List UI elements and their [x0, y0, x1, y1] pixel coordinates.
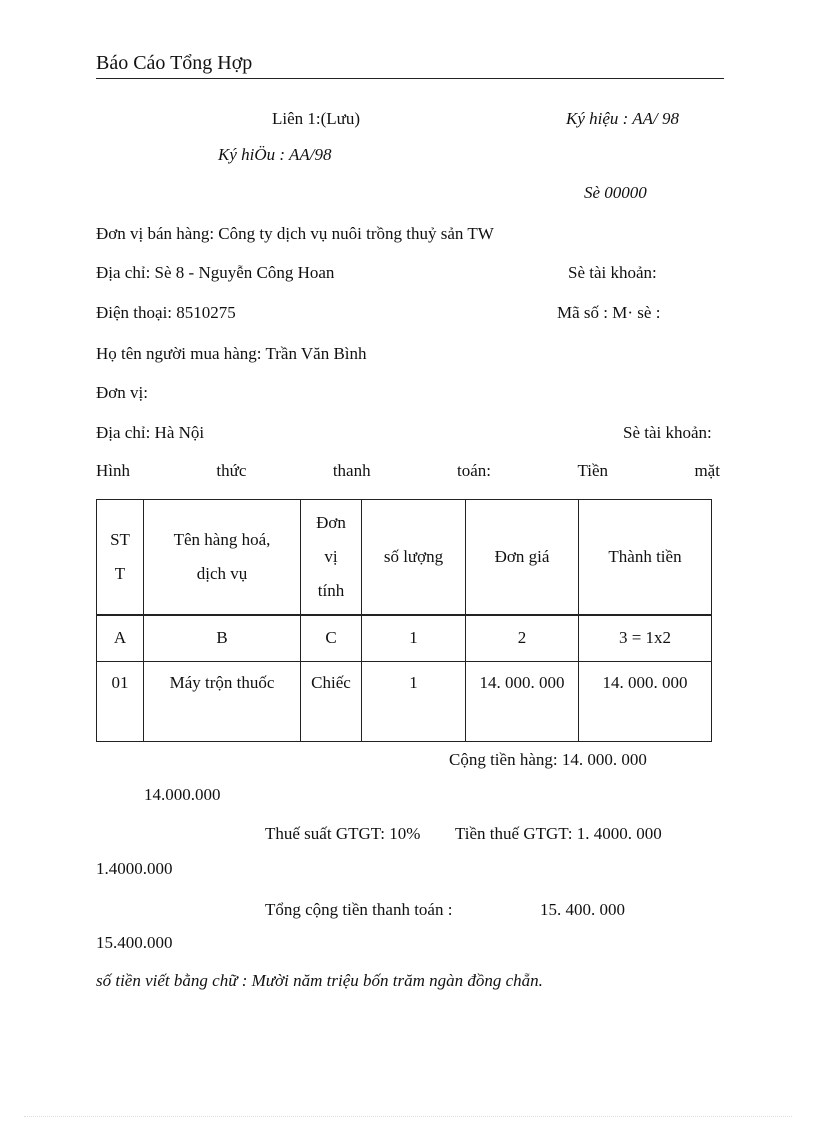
table-cell: 14. 000. 000 [466, 662, 579, 742]
subtotal-value: 14.000.000 [144, 785, 221, 804]
table-cell: 2 [466, 615, 579, 662]
table-cell: 01 [97, 662, 144, 742]
vat-amount: Tiền thuế GTGT: 1. 4000. 000 [455, 824, 662, 843]
grand-total-amount: 15. 400. 000 [540, 900, 625, 919]
payment-word: thanh [332, 461, 371, 480]
col-header-quantity: số lượng [362, 500, 466, 615]
table-cell: Chiếc [301, 662, 362, 742]
col-header-unit: Đơn vị tính [301, 500, 362, 615]
col-header-amount: Thành tiền [579, 500, 712, 615]
payment-method-line [96, 461, 720, 481]
grand-total-label: Tổng cộng tiền thanh toán : [265, 900, 453, 919]
lien-label: Liên 1:(Lưu) [272, 109, 361, 128]
buyer-account: Sè tài khoản: [623, 423, 712, 442]
seller-account: Sè tài khoản: [568, 263, 657, 282]
payment-word: Tiền [577, 461, 609, 480]
buyer-name: Họ tên người mua hàng: Trần Văn Bình [96, 344, 367, 363]
page-title: Báo Cáo Tổng Hợp [96, 52, 253, 74]
table-cell: 14. 000. 000 [579, 662, 712, 742]
table-cell: Máy trộn thuốc [144, 662, 301, 742]
subtotal-label: Cộng tiền hàng: 14. 000. 000 [449, 750, 647, 769]
table-cell: 1 [362, 615, 466, 662]
table-cell: B [144, 615, 301, 662]
grand-total-value: 15.400.000 [96, 933, 173, 952]
col-header-product: Tên hàng hoá, dịch vụ [144, 500, 301, 615]
invoice-table [96, 499, 712, 742]
table-row [97, 662, 712, 742]
payment-word: thức [216, 461, 247, 480]
seller-unit: Đơn vị bán hàng: Công ty dịch vụ nuôi trồng thuỷ sản TW [96, 224, 494, 243]
amount-in-words: số tiền viết bằng chữ : Mười năm triệu bốn trăm ngàn đồng chẵn. [96, 971, 543, 990]
table-code-row [97, 615, 712, 662]
payment-word: toán: [457, 461, 492, 480]
seller-phone: Điện thoại: 8510275 [96, 303, 236, 322]
payment-word: mặt [694, 461, 720, 480]
vat-rate: Thuế suất GTGT: 10% [265, 824, 421, 843]
ky-hieu-left: Ký hiÖu : AA/98 [218, 145, 332, 164]
seller-address: Địa chỉ: Sè 8 - Nguyễn Công Hoan [96, 263, 335, 282]
buyer-unit: Đơn vị: [96, 383, 148, 402]
invoice-number: Sè 00000 [584, 183, 647, 202]
vat-value: 1.4000.000 [96, 859, 173, 878]
table-cell: 1 [362, 662, 466, 742]
col-header-stt: ST T [97, 500, 144, 615]
header-divider [96, 78, 724, 79]
payment-word: Hình [96, 461, 130, 480]
table-cell: C [301, 615, 362, 662]
col-header-unit-price: Đơn giá [466, 500, 579, 615]
page-bottom-divider [24, 1116, 792, 1117]
table-cell: A [97, 615, 144, 662]
table-cell: 3 = 1x2 [579, 615, 712, 662]
ky-hieu-right: Ký hiệu : AA/ 98 [566, 109, 679, 128]
buyer-address: Địa chỉ: Hà Nội [96, 423, 205, 442]
table-header-row [97, 500, 712, 615]
seller-tax-code: Mã số : M· sè : [557, 303, 661, 322]
